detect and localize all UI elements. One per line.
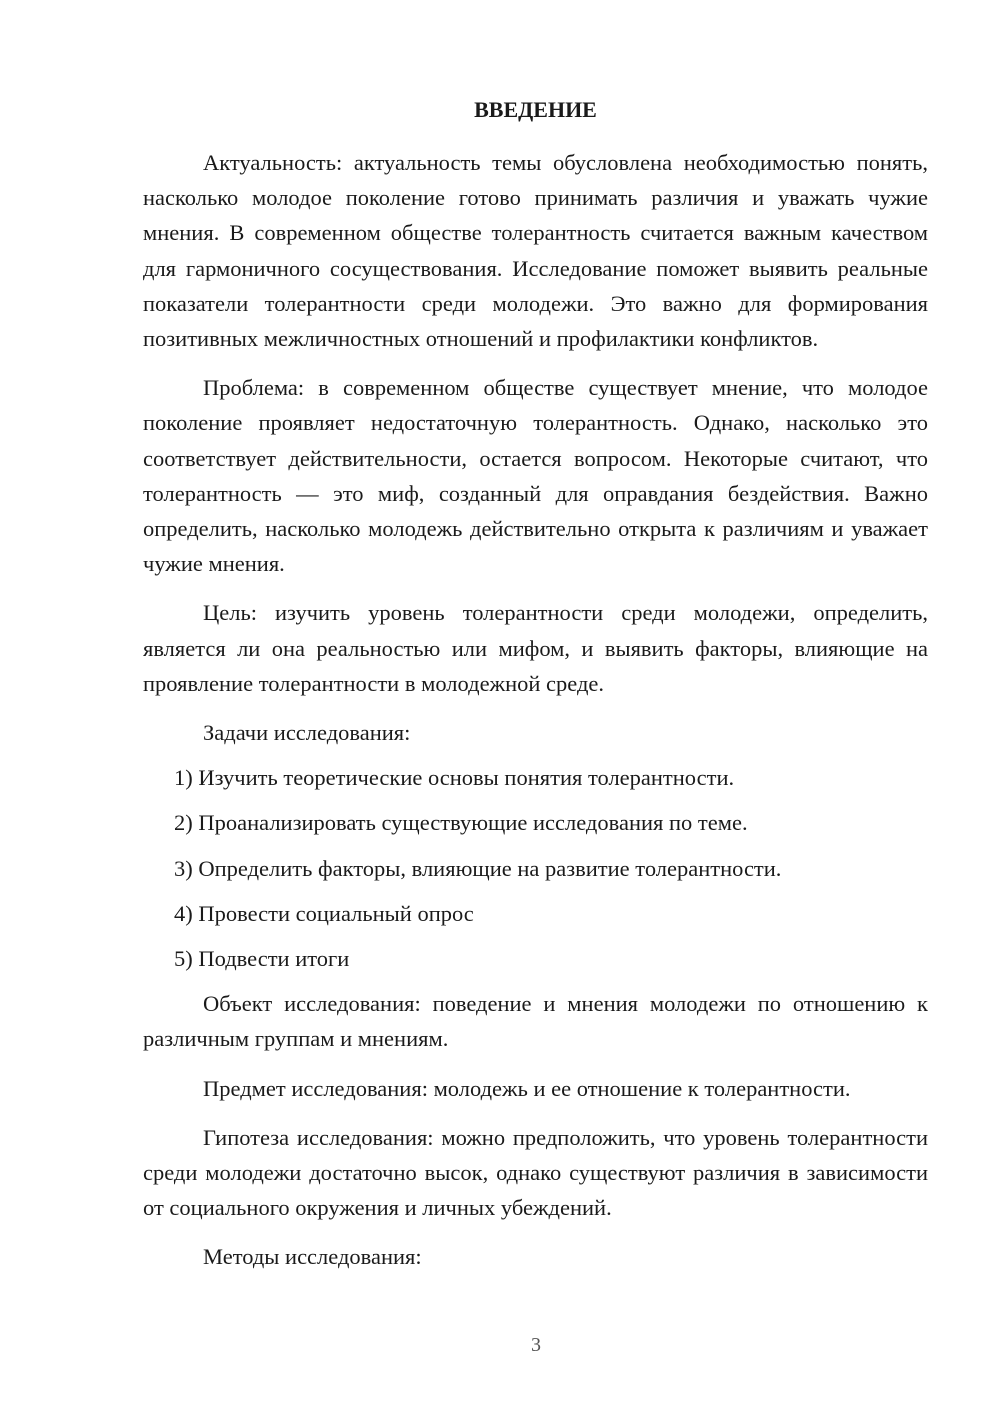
problem-paragraph: Проблема: в современном обществе существует мнение, что молодое поколение проявляет недостаточную толерантность. Однако, насколько это соответствует действительности, остается вопросом. Некоторые считают, что толерантность — это миф, созданный для оправдания бездействия. Важно определить, насколько молодежь действительно открыта к различиям и уважает чужие мнения. bbox=[143, 375, 928, 577]
task-item: 1) Изучить теоретические основы понятия толерантности. bbox=[174, 765, 735, 791]
task-item: 4) Провести социальный опрос bbox=[174, 900, 474, 926]
goal-paragraph: Цель: изучить уровень толерантности среди молодежи, определить, является ли она реальностью или мифом, и выявить факторы, влияющие на проявление толерантности в молодежной среде. bbox=[143, 600, 928, 696]
task-item: 5) Подвести итоги bbox=[174, 946, 350, 972]
task-item: 3) Определить факторы, влияющие на развитие толерантности. bbox=[174, 855, 782, 881]
page-title: ВВЕДЕНИЕ bbox=[474, 97, 597, 122]
tasks-heading: Задачи исследования: bbox=[203, 720, 411, 746]
page-content bbox=[143, 92, 928, 1285]
page-number: 3 bbox=[531, 1334, 541, 1356]
object-paragraph: Объект исследования: поведение и мнения молодежи по отношению к различным группам и мнениям. bbox=[143, 991, 928, 1052]
hypothesis-paragraph: Гипотеза исследования: можно предположить, что уровень толерантности среди молодежи достаточно высок, однако существуют различия в зависимости от социального окружения и личных убеждений. bbox=[143, 1124, 928, 1221]
subject-paragraph: Предмет исследования: молодежь и ее отношение к толерантности. bbox=[203, 1075, 851, 1101]
methods-heading: Методы исследования: bbox=[203, 1244, 422, 1270]
relevance-paragraph: Актуальность: актуальность темы обусловлена необходимостью понять, насколько молодое поколение готово принимать различия и уважать чужие мнения. В современном обществе толерантность считается важным качеством для гармоничного сосуществования. Исследование поможет выявить реальные показатели толерантности среди молодежи. Это важно для формирования позитивных межличностных отношений и профилактики конфликтов. bbox=[143, 150, 928, 352]
task-item: 2) Проанализировать существующие исследования по теме. bbox=[174, 810, 748, 836]
tasks-list bbox=[143, 760, 928, 976]
